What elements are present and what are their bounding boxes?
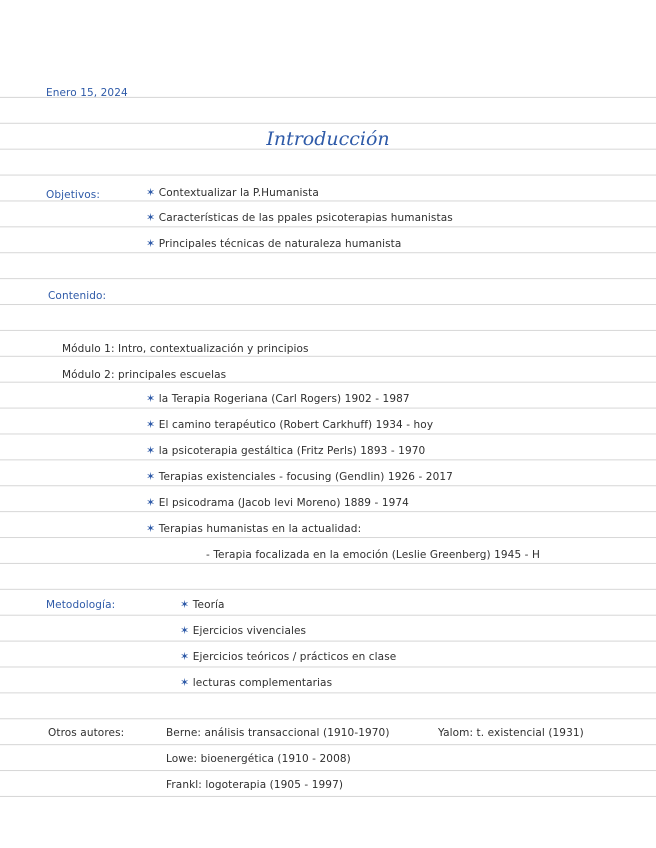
top-margin <box>0 0 656 72</box>
bullet-star-icon: ✶ <box>146 237 156 250</box>
metodologia-item <box>180 624 306 638</box>
metodologia-text: Ejercicios vivenciales <box>192 625 307 637</box>
bullet-star-icon: ✶ <box>180 650 190 663</box>
objetivo-text: Características de las ppales psicoterapias humanistas <box>158 212 453 224</box>
bottom-margin <box>0 800 656 848</box>
objetivo-item <box>146 237 401 251</box>
metodologia-text: Teoría <box>192 599 225 611</box>
bullet-star-icon: ✶ <box>146 444 156 457</box>
metodologia-text: Ejercicios teóricos / prácticos en clase <box>192 651 397 663</box>
modulo-2: Módulo 2: principales escuelas <box>62 369 227 381</box>
escuela-text: Terapias humanistas en la actualidad: <box>158 523 362 535</box>
metodologia-label: Metodología: <box>46 599 116 611</box>
escuela-item <box>146 522 361 536</box>
escuela-text: El psicodrama (Jacob levi Moreno) 1889 - 1974 <box>158 497 409 509</box>
escuela-subitem: - Terapia focalizada en la emoción (Leslie Greenberg) 1945 - H <box>206 549 540 561</box>
autor-line: Yalom: t. existencial (1931) <box>438 727 584 739</box>
contenido-label: Contenido: <box>48 290 107 302</box>
escuela-item <box>146 392 410 406</box>
objetivo-item <box>146 211 453 225</box>
bullet-star-icon: ✶ <box>180 598 190 611</box>
escuela-item <box>146 470 453 484</box>
otros-autores-label: Otros autores: <box>48 727 125 739</box>
autor-line: Frankl: logoterapia (1905 - 1997) <box>166 779 344 791</box>
modulo-1: Módulo 1: Intro, contextualización y principios <box>62 343 309 355</box>
objetivo-text: Contextualizar la P.Humanista <box>158 187 319 199</box>
escuela-text: la Terapia Rogeriana (Carl Rogers) 1902 - 1987 <box>158 393 410 405</box>
bullet-star-icon: ✶ <box>146 470 156 483</box>
date-text: Enero 15, 2024 <box>46 87 128 99</box>
autor-line: Berne: análisis transaccional (1910-1970) <box>166 727 390 739</box>
bullet-star-icon: ✶ <box>146 186 156 199</box>
bullet-star-icon: ✶ <box>180 624 190 637</box>
escuela-item <box>146 496 409 510</box>
escuela-item <box>146 418 433 432</box>
bullet-star-icon: ✶ <box>146 522 156 535</box>
bullet-star-icon: ✶ <box>146 496 156 509</box>
autor-line: Lowe: bioenergética (1910 - 2008) <box>166 753 351 765</box>
escuela-text: El camino terapéutico (Robert Carkhuff) 1934 - hoy <box>158 419 434 431</box>
page-title: Introducción <box>266 128 390 150</box>
objetivo-text: Principales técnicas de naturaleza humanista <box>158 238 402 250</box>
metodologia-text: lecturas complementarias <box>192 677 333 689</box>
bullet-star-icon: ✶ <box>146 392 156 405</box>
metodologia-item <box>180 598 225 612</box>
objetivos-label: Objetivos: <box>46 189 100 201</box>
bullet-star-icon: ✶ <box>146 418 156 431</box>
escuela-text: Terapias existenciales - focusing (Gendlin) 1926 - 2017 <box>158 471 453 483</box>
metodologia-item <box>180 650 396 664</box>
bullet-star-icon: ✶ <box>146 211 156 224</box>
metodologia-item <box>180 676 332 690</box>
escuela-item <box>146 444 425 458</box>
objetivo-item <box>146 186 319 200</box>
bullet-star-icon: ✶ <box>180 676 190 689</box>
escuela-text: la psicoterapia gestáltica (Fritz Perls) 1893 - 1970 <box>158 445 426 457</box>
